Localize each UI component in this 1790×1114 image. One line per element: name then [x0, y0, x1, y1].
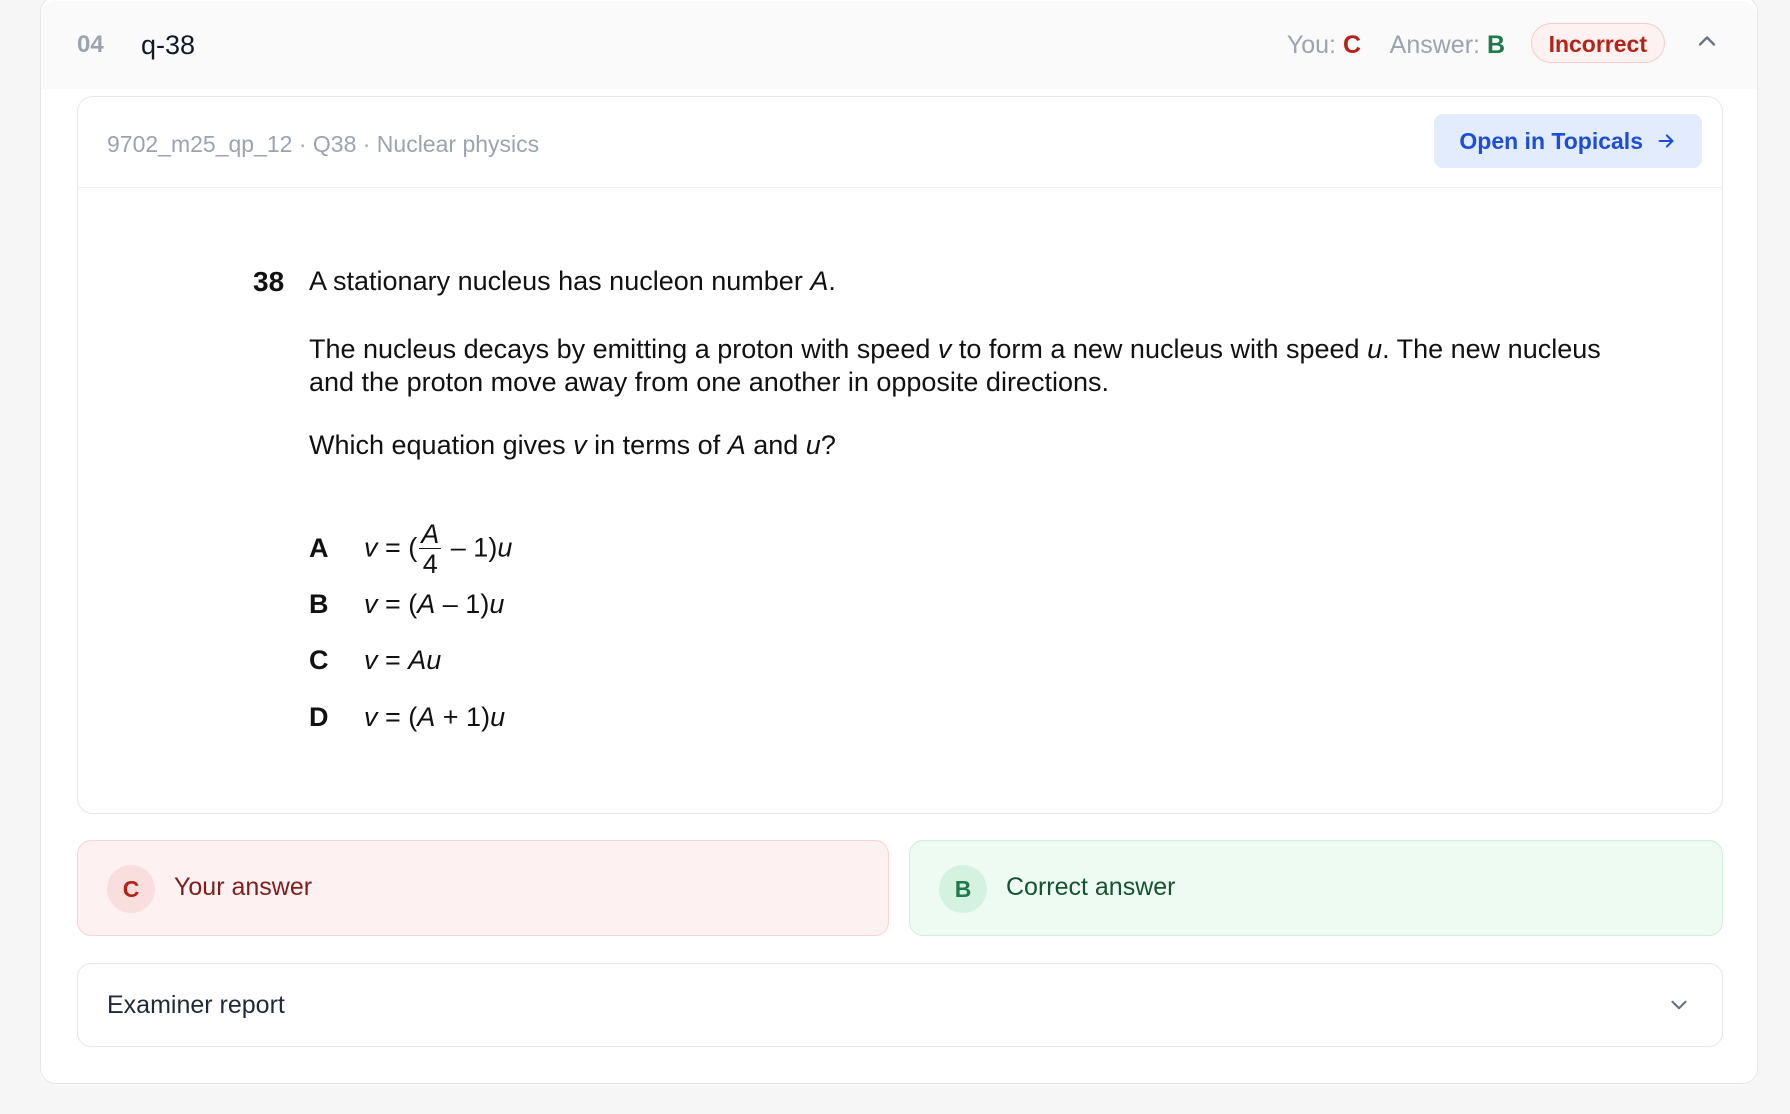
correct-answer-box [909, 840, 1723, 936]
your-answer-letter: C [107, 865, 155, 913]
examiner-report-label: Examiner report [107, 991, 285, 1019]
para-text-1: The nucleus decays by emitting a proton with speed [309, 334, 938, 364]
eq-b-eq: = ( [377, 589, 418, 619]
chevron-down-icon [1666, 992, 1692, 1018]
arrow-right-icon [1655, 130, 1677, 152]
question-panel-header [78, 97, 1722, 188]
correct-answer-letter: B [939, 865, 987, 913]
question-stem-line [309, 266, 836, 297]
question-row-header[interactable] [41, 1, 1757, 89]
correct-choice-summary [1390, 31, 1505, 60]
correct-choice-value: B [1486, 31, 1505, 59]
question-paragraph [309, 333, 1639, 399]
prompt-var-a: A [727, 430, 746, 460]
question-prompt [309, 430, 836, 461]
eq-b-rest: – 1) [435, 589, 490, 619]
option-equation-d [364, 702, 505, 733]
para-var-u: u [1367, 334, 1383, 364]
question-index: 04 [77, 31, 104, 58]
eq-a-rest: – 1) [443, 532, 498, 563]
eq-a-tail: u [497, 532, 513, 563]
chevron-up-icon[interactable] [1693, 27, 1721, 55]
your-choice-value: C [1342, 31, 1361, 59]
option-equation-b [364, 589, 504, 620]
question-panel [77, 96, 1723, 814]
eq-b-var: A [417, 589, 436, 619]
eq-d-var: A [417, 702, 436, 732]
your-answer-box [77, 840, 889, 936]
question-meta: 9702_m25_qp_12 · Q38 · Nuclear physics [107, 131, 540, 157]
eq-a-lhs: v [364, 532, 378, 563]
option-equation-c [364, 645, 441, 676]
eq-c-var: Au [408, 645, 442, 675]
prompt-var-v: v [573, 430, 587, 460]
eq-b-tail: u [489, 589, 505, 619]
status-badge: Incorrect [1531, 23, 1665, 63]
question-id: q-38 [141, 30, 196, 60]
eq-d-tail: u [490, 702, 506, 732]
eq-a-frac-num: A [421, 519, 440, 549]
prompt-text-2: in terms of [586, 430, 728, 460]
prompt-text-3: and [745, 430, 806, 460]
option-letter-a: A [309, 533, 329, 563]
eq-a-frac-den: 4 [422, 549, 438, 579]
option-letter-c: C [309, 645, 329, 675]
eq-d-lhs: v [364, 702, 378, 732]
open-in-topicals-label: Open in Topicals [1459, 128, 1643, 154]
eq-c-eq: = [377, 645, 409, 675]
option-letter-b: B [309, 589, 329, 619]
option-letter-d: D [309, 702, 329, 732]
eq-b-lhs: v [364, 589, 378, 619]
correct-choice-label: Answer: [1389, 31, 1480, 59]
eq-d-rest: + 1) [435, 702, 491, 732]
open-in-topicals-button[interactable] [1434, 114, 1702, 168]
stem-text: A stationary nucleus has nucleon number [309, 266, 811, 296]
correct-answer-label: Correct answer [1006, 873, 1176, 901]
prompt-var-u: u [805, 430, 821, 460]
eq-c-lhs: v [364, 645, 378, 675]
para-var-v: v [937, 334, 952, 364]
question-number: 38 [253, 266, 285, 297]
stem-text-end: . [828, 266, 836, 296]
option-equation-a [364, 521, 512, 578]
examiner-report-toggle[interactable] [77, 963, 1723, 1047]
eq-d-eq: = ( [377, 702, 418, 732]
prompt-text-4: ? [820, 430, 836, 460]
prompt-text-1: Which equation gives [309, 430, 574, 460]
eq-a-fraction [419, 521, 441, 578]
eq-a-eq: = ( [377, 532, 418, 563]
your-choice-label: You: [1286, 31, 1336, 59]
question-content [78, 187, 1722, 814]
question-review-card [40, 0, 1758, 1084]
your-choice-summary [1287, 31, 1361, 60]
your-answer-label: Your answer [174, 873, 313, 901]
stem-var: A [810, 266, 829, 296]
para-text-2: to form a new nucleus with speed [951, 334, 1368, 364]
para-text-3: . The new nucleus and the proton move away from one another in opposite directions. [309, 334, 1601, 397]
